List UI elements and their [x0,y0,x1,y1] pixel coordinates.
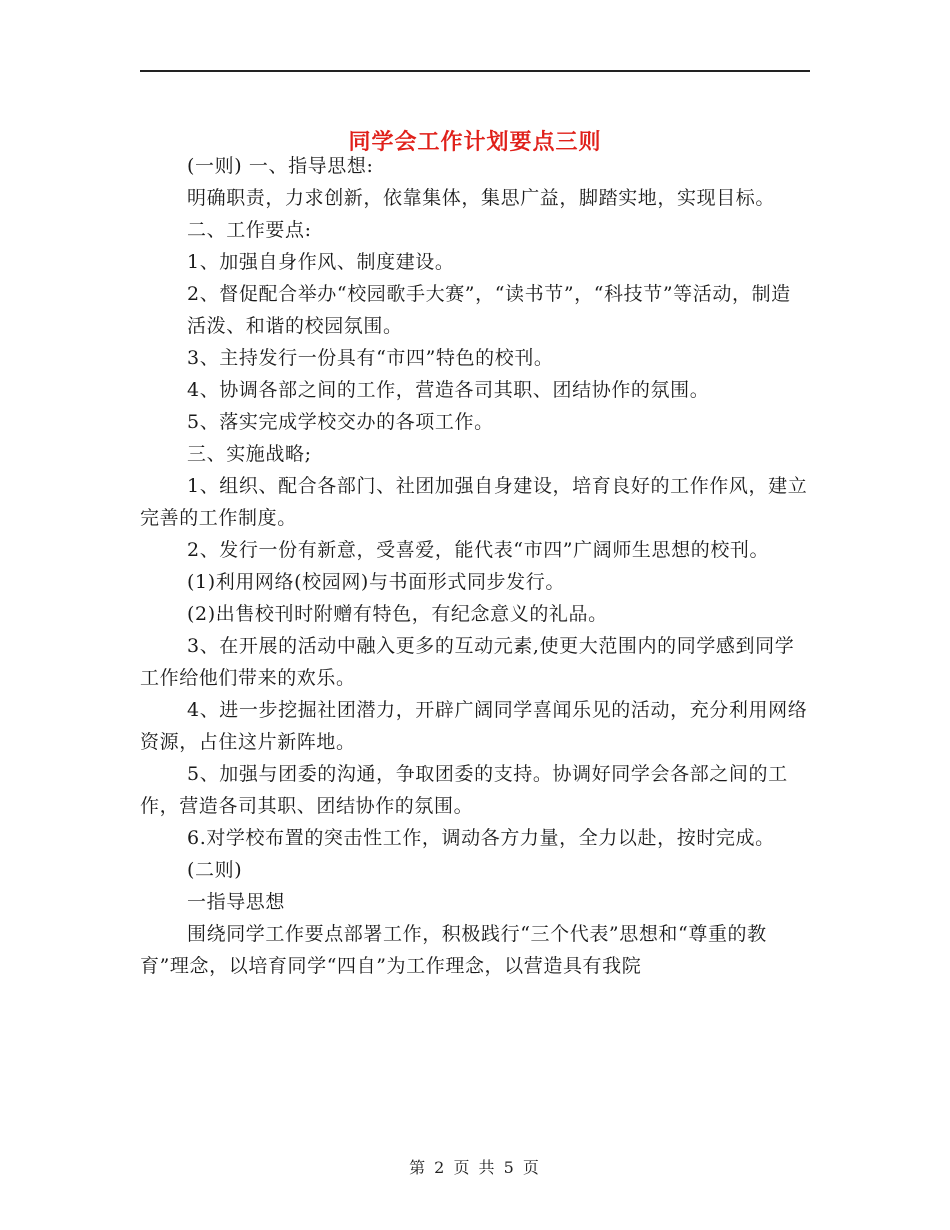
header-rule [140,70,810,72]
paragraph: (一则) 一、指导思想: [187,155,374,177]
page-number: 第 2 页 共 5 页 [409,1158,541,1177]
paragraph: 4、协调各部之间的工作，营造各司其职、团结协作的氛围。 [187,379,710,401]
paragraph: (1)利用网络(校园网)与书面形式同步发行。 [187,571,565,593]
paragraph: (2)出售校刊时附赠有特色，有纪念意义的礼品。 [187,603,608,625]
document-body [140,150,810,982]
paragraph: 3、在开展的活动中融入更多的互动元素,使更大范围内的同学感到同学工作给他们带来的欢乐。 [140,635,795,689]
paragraph: 三、实施战略; [187,443,312,465]
paragraph: 3、主持发行一份具有“市四”特色的校刊。 [187,347,554,369]
paragraph: 2、督促配合举办“校园歌手大赛”，“读书节”，“科技节”等活动，制造活泼、和谐的校园氛围。 [187,283,791,337]
paragraph: 5、加强与团委的沟通，争取团委的支持。协调好同学会各部之间的工作，营造各司其职、团结协作的氛围。 [140,763,788,817]
paragraph: 2、发行一份有新意，受喜爱，能代表“市四”广阔师生思想的校刊。 [187,539,770,561]
paragraph: 6.对学校布置的突击性工作，调动各方力量，全力以赴，按时完成。 [187,827,775,849]
paragraph: 4、进一步挖掘社团潜力，开辟广阔同学喜闻乐见的活动，充分利用网络资源，占住这片新阵地。 [140,699,808,753]
paragraph: 明确职责，力求创新，依靠集体，集思广益，脚踏实地，实现目标。 [187,187,776,209]
paragraph: (二则) [187,859,243,881]
paragraph: 1、组织、配合各部门、社团加强自身建设，培育良好的工作作风，建立完善的工作制度。 [140,475,808,529]
paragraph: 二、工作要点: [187,219,312,241]
paragraph: 围绕同学工作要点部署工作，积极践行“三个代表”思想和“尊重的教育”理念，以培育同学“四自”为工作理念，以营造具有我院 [140,923,767,977]
paragraph: 1、加强自身作风、制度建设。 [187,251,455,273]
document-title: 同学会工作计划要点三则 [348,128,602,155]
paragraph: 一指导思想 [187,891,286,913]
paragraph: 5、落实完成学校交办的各项工作。 [187,411,494,433]
